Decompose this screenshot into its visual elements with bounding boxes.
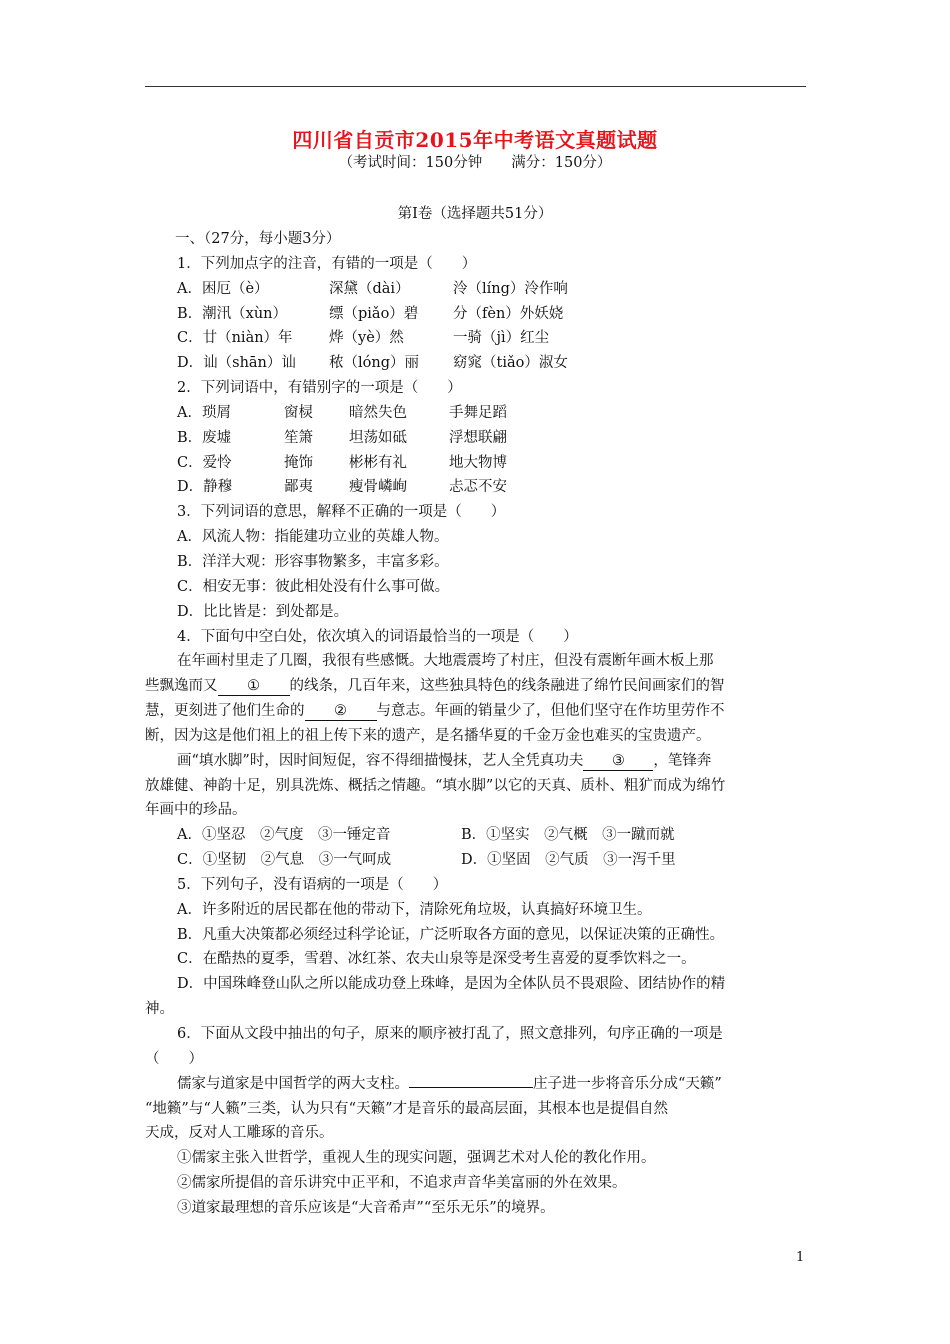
question-5-stem: 5．下列句子，没有语病的一项是（ ） <box>177 876 448 893</box>
question-1-option-b: B．潮汛（xùn） 缥（piǎo）碧 分（fèn）外妖娆 <box>177 305 564 322</box>
blank-3: ③ <box>583 753 653 771</box>
question-4-stem: 4．下面句中空白处，依次填入的词语最恰当的一项是（ ） <box>177 628 578 645</box>
header-rule <box>145 86 806 87</box>
question-2-option-c: C．爱怜 掩饰 彬彬有礼 地大物博 <box>177 454 507 471</box>
question-4-options-cd: C．①坚韧 ②气息 ③一气呵成 D．①坚固 ②气质 ③一泻千里 <box>177 852 676 869</box>
question-6-passage-line: 儒家与道家是中国哲学的两大支柱。 庄子进一步将音乐分成“天籁” <box>177 1075 722 1092</box>
question-4-options-ab: A．①坚忍 ②气度 ③一锤定音 B．①坚实 ②气概 ③一蹴而就 <box>177 827 675 844</box>
blank-2: ② <box>305 703 377 721</box>
exam-info: （考试时间：150分钟 满分：150分） <box>338 155 612 171</box>
blank-1: ① <box>218 678 290 696</box>
question-4-passage-line: 画“填水脚”时，因时间短促，容不得细描慢抹，艺人全凭真功夫 ③ ，笔锋奔 <box>177 752 712 769</box>
question-4-passage-line: 在年画村里走了几圈，我很有些感慨。大地震震垮了村庄，但没有震断年画木板上那 <box>177 653 714 670</box>
exam-body <box>145 227 807 1221</box>
question-5-option-d-cont: 神。 <box>145 1001 174 1018</box>
question-4-passage-line: 断，因为这是他们祖上的祖上传下来的遗产，是名播华夏的千金万金也难买的宝贵遗产。 <box>145 727 711 744</box>
question-6-stem-cont: （ ） <box>145 1050 203 1067</box>
question-2-stem: 2．下列词语中，有错别字的一项是（ ） <box>177 380 462 397</box>
question-3-option-a: A．风流人物：指能建功立业的英雄人物。 <box>177 529 449 546</box>
question-6-passage-line: “地籁”与“人籁”三类，认为只有“天籁”才是音乐的最高层面，其根本也是提倡自然 <box>145 1100 668 1117</box>
page-number: 1 <box>796 1250 805 1265</box>
question-4-passage-line: 年画中的珍品。 <box>145 802 247 819</box>
question-4-passage-line: 放雄健、神韵十足，别具洗炼、概括之情趣。“填水脚”以它的天真、质朴、粗犷而成为绵竹 <box>145 777 726 794</box>
question-3-option-b: B．洋洋大观：形容事物繁多，丰富多彩。 <box>177 553 449 570</box>
question-5-option-a: A．许多附近的居民都在他的带动下，清除死角垃圾，认真搞好环境卫生。 <box>177 901 652 918</box>
question-6-sentence-3: ③道家最理想的音乐应该是“大音希声”“至乐无乐”的境界。 <box>177 1199 555 1216</box>
page-title: 四川省自贡市2015年中考语文真题试题 <box>292 128 658 152</box>
part-heading: 一、（27分，每小题3分） <box>175 231 341 247</box>
question-6-sentence-2: ②儒家所提倡的音乐讲究中正平和，不追求声音华美富丽的外在效果。 <box>177 1175 627 1192</box>
question-4-passage-line: 慧，更刻进了他们生命的 ② 与意志。年画的销量少了，但他们坚守在作坊里劳作不 <box>145 703 725 720</box>
question-2-option-a: A．琐屑 窗棂 暗然失色 手舞足蹈 <box>177 404 507 421</box>
question-1-stem: 1．下列加点字的注音，有错的一项是（ ） <box>177 255 477 272</box>
question-3-stem: 3．下列词语的意思，解释不正确的一项是（ ） <box>177 504 506 521</box>
question-2-option-d: D．静穆 鄙夷 瘦骨嶙峋 忐忑不安 <box>177 479 507 496</box>
question-3-option-c: C．相安无事：彼此相处没有什么事可做。 <box>177 578 450 595</box>
blank-answer <box>409 1087 533 1088</box>
question-6-passage-line: 天成，反对人工雕琢的音乐。 <box>145 1125 334 1142</box>
question-1-option-d: D．讪（shān）讪 秾（lóng）丽 窈窕（tiǎo）淑女 <box>177 355 568 372</box>
question-2-option-b: B．废墟 笙箫 坦荡如砥 浮想联翩 <box>177 429 507 446</box>
question-1-option-c: C．廿（niàn）年 烨（yè）然 一骑（jì）红尘 <box>177 330 550 347</box>
question-5-option-c: C．在酷热的夏季，雪碧、冰红茶、农夫山泉等是深受考生喜爱的夏季饮料之一。 <box>177 951 696 968</box>
question-1-option-a: A．困厄（è） 深黛（dài） 泠（líng）泠作响 <box>177 280 568 297</box>
question-5-option-b: B．凡重大决策都必须经过科学论证，广泛听取各方面的意见，以保证决策的正确性。 <box>177 926 725 943</box>
question-5-option-d: D．中国珠峰登山队之所以能成功登上珠峰，是因为全体队员不畏艰险、团结协作的精 <box>177 976 726 993</box>
question-3-option-d: D．比比皆是：到处都是。 <box>177 603 349 620</box>
question-6-sentence-1: ①儒家主张入世哲学，重视人生的现实问题，强调艺术对人伦的教化作用。 <box>177 1150 656 1167</box>
question-4-passage-line: 些飘逸而又 ① 的线条，几百年来，这些独具特色的线条融进了绵竹民间画家们的智 <box>145 678 725 695</box>
section-title: 第Ⅰ卷（选择题共51分） <box>397 206 553 222</box>
question-6-stem: 6．下面从文段中抽出的句子，原来的顺序被打乱了，照文意排列，句序正确的一项是 <box>177 1026 723 1042</box>
